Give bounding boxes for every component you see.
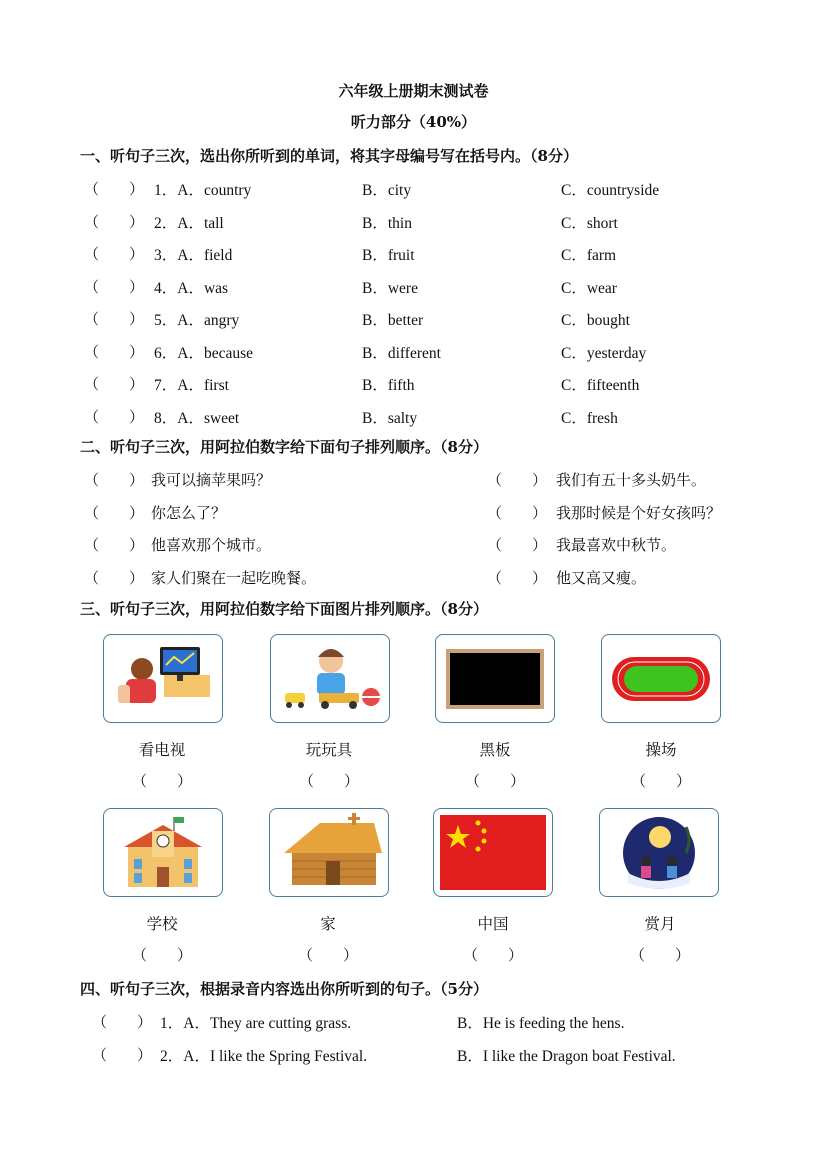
answer-bracket[interactable]: （ ） (84, 342, 145, 361)
option-b: B．salty (362, 409, 418, 427)
house-icon (269, 808, 389, 897)
option-b: B．fifth (362, 377, 415, 394)
answer-bracket[interactable]: （ ） (464, 772, 525, 790)
answer-bracket[interactable]: （ ） (84, 310, 145, 328)
playground-icon (601, 634, 721, 723)
option-a: 1．A．country (154, 182, 252, 199)
page-subtitle: 听力部分（40%） (350, 113, 477, 131)
answer-bracket[interactable]: （ ） (84, 212, 145, 231)
section1-heading: 一、听句子三次，选出你所听到的单词，将其字母编号写在括号内。（8分） (80, 147, 578, 165)
option-c: C．farm (561, 247, 617, 264)
option-a: 3．A．field (154, 247, 233, 264)
blackboard-icon (435, 634, 555, 723)
answer-bracket[interactable]: （ ） (84, 503, 145, 522)
option-a: 6．A．because (154, 344, 253, 362)
playing-toys-icon (270, 634, 390, 723)
option-a: 8．A．sweet (154, 409, 240, 427)
option-b: B．city (362, 182, 412, 199)
picture-label: 赏月 (644, 915, 676, 933)
option-b: B．were (362, 279, 418, 297)
answer-bracket[interactable]: （ ） (487, 471, 548, 489)
answer-bracket[interactable]: （ ） (84, 471, 145, 489)
answer-bracket[interactable]: （ ） (84, 375, 145, 393)
option-c: C．fresh (561, 409, 618, 427)
option-c: C．bought (561, 312, 630, 329)
sentence-item: 你怎么了？ (151, 503, 227, 522)
watching-tv-icon (103, 634, 223, 723)
section3-heading: 三、听句子三次，用阿拉伯数字给下面图片排列顺序。（8分） (80, 600, 488, 618)
option-c: C．short (561, 214, 618, 232)
answer-bracket[interactable]: （ ） (298, 772, 359, 790)
option-a: 1．A．They are cutting grass. (160, 1015, 352, 1032)
section4-heading: 四、听句子三次，根据录音内容选出你所听到的句子。（5分） (80, 980, 488, 998)
answer-bracket[interactable]: （ ） (84, 536, 145, 554)
answer-bracket[interactable]: （ ） (297, 946, 358, 964)
answer-bracket[interactable]: （ ） (84, 245, 145, 263)
school-icon (103, 808, 223, 897)
answer-bracket[interactable]: （ ） (487, 503, 548, 522)
answer-bracket[interactable]: （ ） (84, 180, 145, 198)
option-c: C．wear (561, 279, 617, 297)
answer-bracket[interactable]: （ ） (84, 407, 145, 426)
picture-label: 玩玩具 (305, 741, 353, 759)
option-a: 5．A．angry (154, 312, 240, 329)
answer-bracket[interactable]: （ ） (629, 946, 690, 964)
sentence-item: 家人们聚在一起吃晚餐。 (151, 568, 317, 587)
option-b: B．better (362, 312, 424, 329)
picture-label: 家 (320, 915, 336, 933)
sentence-item: 我最喜欢中秋节。 (556, 536, 677, 554)
answer-bracket[interactable]: （ ） (84, 568, 145, 587)
sentence-item: 他喜欢那个城市。 (151, 536, 272, 554)
option-a: 4．A．was (154, 279, 229, 297)
picture-label: 黑板 (479, 741, 511, 759)
option-b: B．He is feeding the hens. (457, 1015, 625, 1032)
option-b: B．different (362, 344, 441, 362)
picture-label: 学校 (146, 915, 178, 933)
picture-label: 操场 (645, 741, 677, 759)
answer-bracket[interactable]: （ ） (92, 1046, 153, 1064)
sentence-item: 我们有五十多头奶牛。 (556, 471, 707, 489)
option-b: B．thin (362, 214, 412, 232)
answer-bracket[interactable]: （ ） (131, 772, 192, 790)
option-b: B．fruit (362, 247, 415, 264)
sentence-item: 他又高又瘦。 (556, 568, 647, 587)
picture-label: 中国 (477, 915, 509, 933)
answer-bracket[interactable]: （ ） (92, 1013, 153, 1031)
answer-bracket[interactable]: （ ） (630, 772, 691, 790)
answer-bracket[interactable]: （ ） (487, 536, 548, 554)
answer-bracket[interactable]: （ ） (487, 568, 548, 587)
picture-label: 看电视 (138, 741, 186, 759)
china-flag-icon (433, 808, 553, 897)
answer-bracket[interactable]: （ ） (84, 277, 145, 296)
option-c: C．fifteenth (561, 377, 640, 394)
option-a: 7．A．first (154, 377, 229, 394)
section2-heading: 二、听句子三次，用阿拉伯数字给下面句子排列顺序。（8分） (80, 438, 488, 456)
moon-viewing-icon (599, 808, 719, 897)
option-c: C．yesterday (561, 344, 647, 362)
sentence-item: 我可以摘苹果吗？ (151, 471, 272, 489)
option-c: C．countryside (561, 182, 660, 199)
sentence-item: 我那时候是个好女孩吗？ (556, 503, 722, 522)
answer-bracket[interactable]: （ ） (131, 946, 192, 964)
option-a: 2．A．tall (154, 214, 224, 232)
answer-bracket[interactable]: （ ） (462, 946, 523, 964)
page-title: 六年级上册期末测试卷 (338, 82, 489, 100)
option-b: B．I like the Dragon boat Festival. (457, 1048, 676, 1065)
option-a: 2．A．I like the Spring Festival. (160, 1048, 368, 1065)
